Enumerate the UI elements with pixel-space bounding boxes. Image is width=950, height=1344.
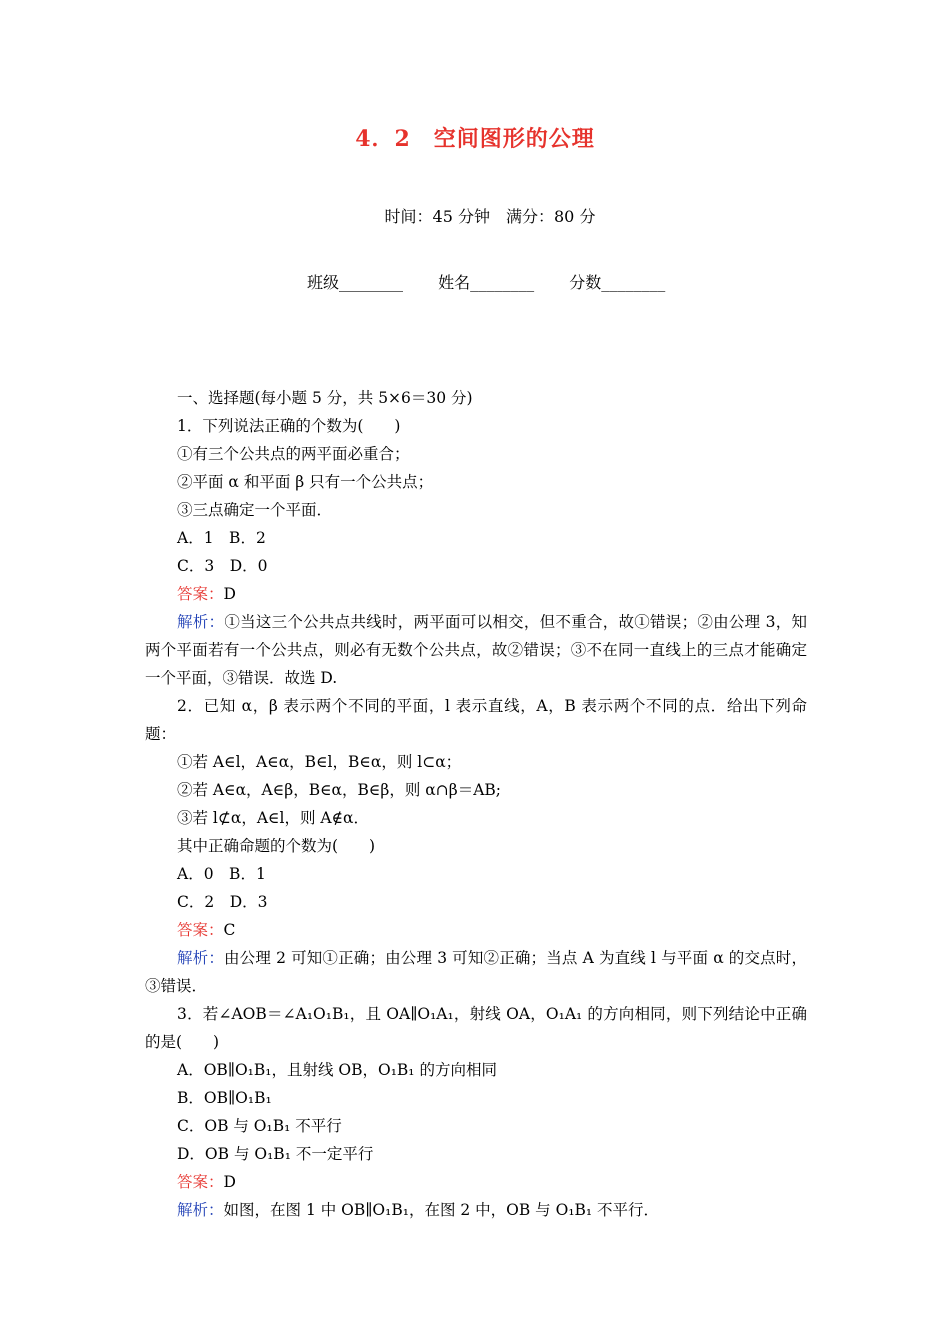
q1-options-cd: C．3 D．0: [177, 557, 268, 575]
q2-stem: 2．已知 α，β 表示两个不同的平面，l 表示直线，A，B 表示两个不同的点．给出下列命题：: [145, 697, 807, 743]
q2-answer: [145, 916, 807, 944]
score-field: 分数________: [569, 273, 666, 292]
class-field: 班级________: [307, 273, 404, 292]
q3-option-c: C．OB 与 O₁B₁ 不平行: [177, 1117, 342, 1135]
q2-analysis: [145, 944, 807, 1000]
analysis-label: 解析：: [177, 1201, 224, 1219]
student-info-fields: [307, 270, 695, 293]
answer-label: 答案：: [177, 1173, 224, 1191]
analysis-label: 解析：: [177, 613, 225, 631]
analysis-text: ①当这三个公共点共线时，两平面可以相交，但不重合，故①错误；②由公理 3，知两个平面若有一个公共点，则必有无数个公共点，故②错误；③不在同一直线上的三点才能确定一个平面，③错误．故选 D.: [145, 613, 807, 687]
q1-item-3: ③三点确定一个平面．: [177, 501, 333, 519]
q3-option-b: B．OB∥O₁B₁: [177, 1089, 272, 1107]
answer-label: 答案：: [177, 585, 224, 603]
page-title: 4．2 空间图形的公理: [355, 126, 595, 152]
question-content: [145, 384, 807, 1224]
q1-answer: [145, 580, 807, 608]
answer-value: D: [223, 1173, 236, 1191]
q1-item-2: ②平面 α 和平面 β 只有一个公共点；: [177, 473, 434, 491]
q3-answer: [145, 1168, 807, 1196]
time-score-info: 时间：45 分钟 满分：80 分: [384, 207, 596, 226]
q3-stem: 3．若∠AOB＝∠A₁O₁B₁，且 OA∥O₁A₁，射线 OA，O₁A₁ 的方向相同，则下列结论中正确的是( ): [145, 1005, 807, 1051]
analysis-label: 解析：: [177, 949, 225, 967]
answer-value: C: [223, 921, 236, 939]
q1-analysis: [145, 608, 807, 692]
q1-item-1: ①有三个公共点的两平面必重合；: [177, 445, 410, 463]
answer-label: 答案：: [177, 921, 224, 939]
q1-stem: 1．下列说法正确的个数为( ): [177, 417, 401, 435]
analysis-text: 如图，在图 1 中 OB∥O₁B₁，在图 2 中，OB 与 O₁B₁ 不平行．: [223, 1201, 660, 1219]
q2-item-1: ①若 A∈l，A∈α，B∈l，B∈α，则 l⊂α；: [177, 753, 462, 771]
q2-item-3: ③若 l⊄α，A∈l，则 A∉α．: [177, 809, 370, 827]
q2-options-cd: C．2 D．3: [177, 893, 268, 911]
q2-item-2: ②若 A∈α，A∈β，B∈α，B∈β，则 α∩β＝AB;: [177, 781, 501, 799]
q3-analysis: [145, 1196, 807, 1224]
q2-sub-stem: 其中正确命题的个数为( ): [177, 837, 376, 855]
analysis-text: 由公理 2 可知①正确；由公理 3 可知②正确；当点 A 为直线 l 与平面 α 的交点时，③错误．: [145, 949, 807, 995]
answer-value: D: [223, 585, 236, 603]
q3-option-a: A．OB∥O₁B₁，且射线 OB，O₁B₁ 的方向相同: [177, 1061, 497, 1079]
q3-option-d: D．OB 与 O₁B₁ 不一定平行: [177, 1145, 374, 1163]
section-heading: 一、选择题(每小题 5 分，共 5×6＝30 分): [177, 389, 473, 407]
q1-options-ab: A．1 B．2: [177, 529, 266, 547]
name-field: 姓名________: [438, 273, 535, 292]
q2-options-ab: A．0 B．1: [177, 865, 266, 883]
